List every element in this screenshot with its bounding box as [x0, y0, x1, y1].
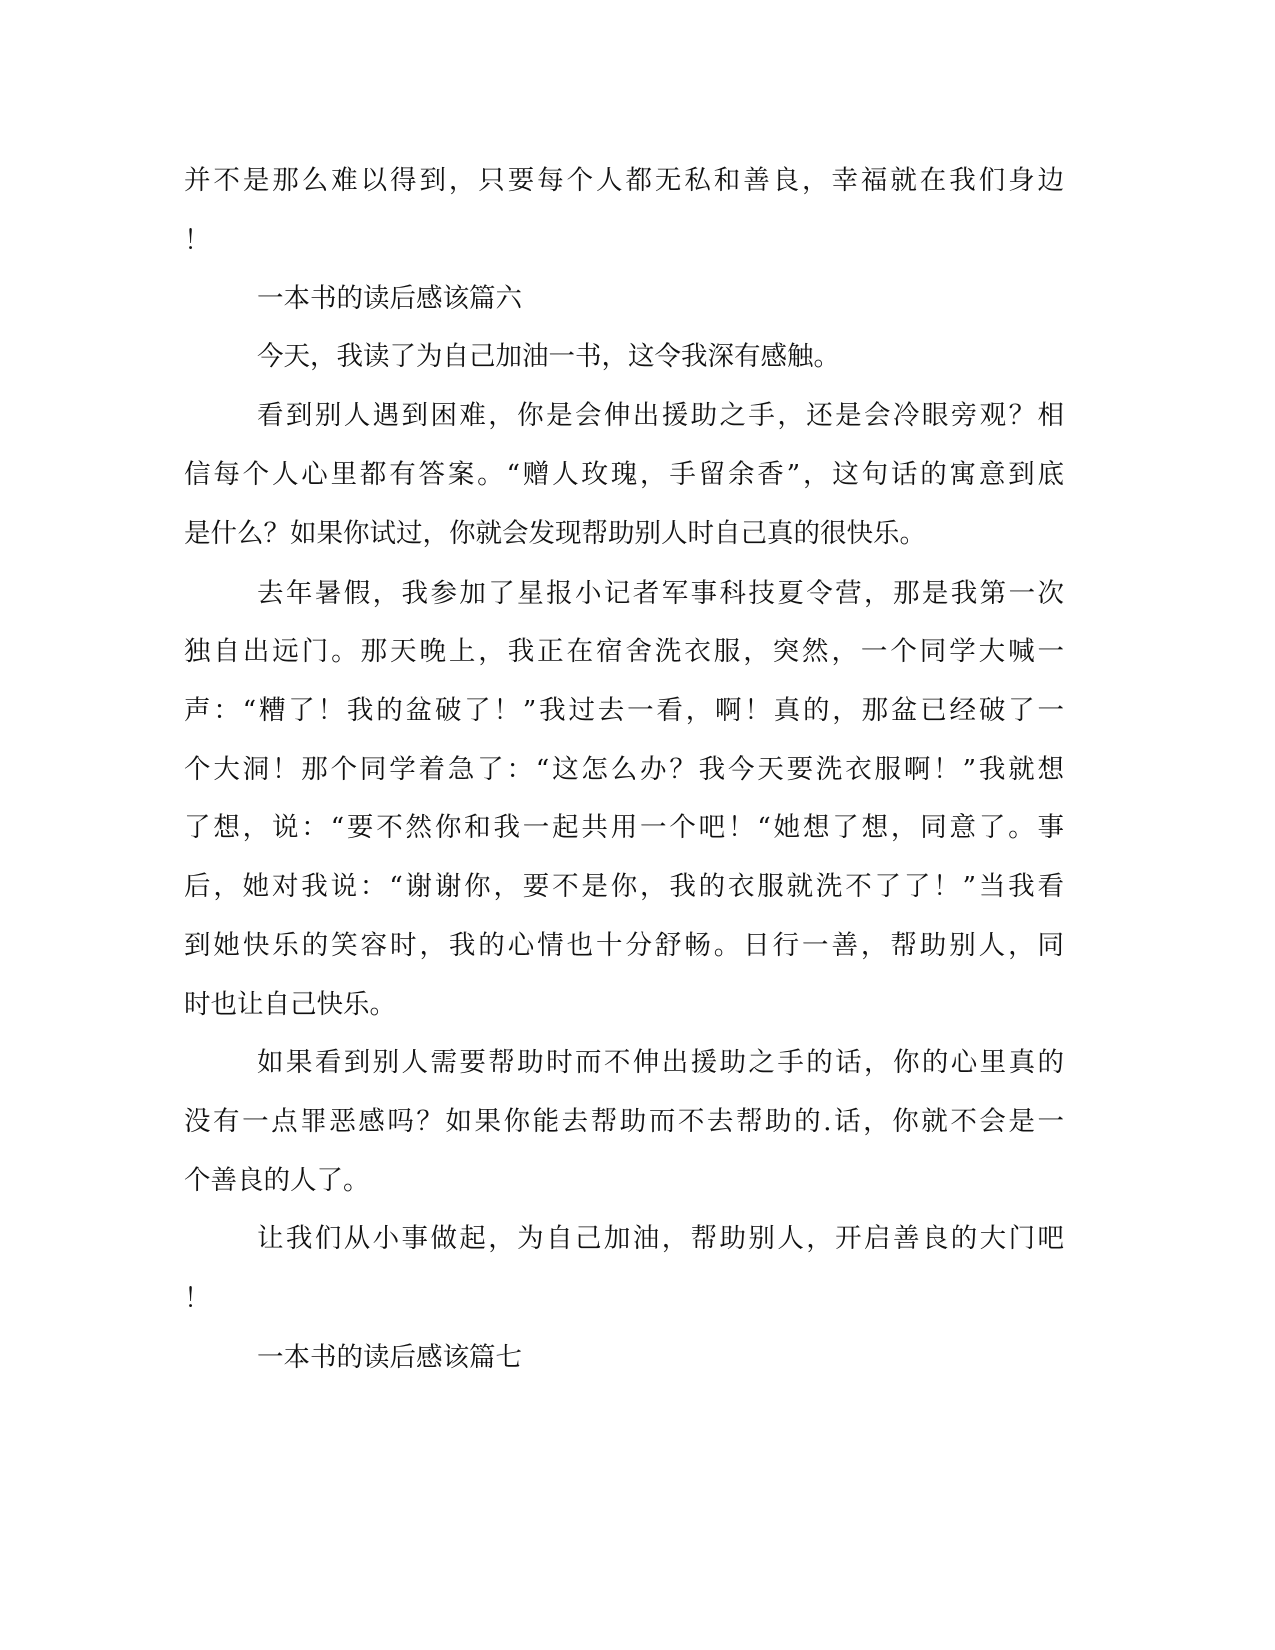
- text-line: ！: [184, 225, 211, 256]
- text-line: 没有一点罪恶感吗？如果你能去帮助而不去帮助的.话，你就不会是一: [184, 1106, 1064, 1137]
- text-line: 并不是那么难以得到，只要每个人都无私和善良，幸福就在我们身边: [184, 165, 1064, 196]
- text-line: 让我们从小事做起，为自己加油，帮助别人，开启善良的大门吧: [257, 1223, 1064, 1254]
- text-line: 去年暑假，我参加了星报小记者军事科技夏令营，那是我第一次: [257, 578, 1064, 609]
- text-line: 个大洞！那个同学着急了：“这怎么办？我今天要洗衣服啊！”我就想: [184, 754, 1064, 785]
- section-heading: 一本书的读后感该篇六: [257, 283, 522, 314]
- text-line: 了想，说：“要不然你和我一起共用一个吧！“她想了想，同意了。事: [184, 812, 1064, 843]
- text-line: 信每个人心里都有答案。“赠人玫瑰，手留余香”，这句话的寓意到底: [184, 459, 1064, 490]
- text-line: ！: [184, 1283, 211, 1314]
- text-line: 看到别人遇到困难，你是会伸出援助之手，还是会冷眼旁观？相: [257, 400, 1064, 431]
- section-heading: 一本书的读后感该篇七: [257, 1342, 522, 1373]
- text-line: 独自出远门。那天晚上，我正在宿舍洗衣服，突然，一个同学大喊一: [184, 636, 1064, 667]
- text-line: 是什么？如果你试过，你就会发现帮助别人时自己真的很快乐。: [184, 518, 926, 549]
- text-line: 声：“糟了！我的盆破了！”我过去一看，啊！真的，那盆已经破了一: [184, 695, 1064, 726]
- text-line: 今天，我读了为自己加油一书，这令我深有感触。: [257, 341, 840, 372]
- text-line: 到她快乐的笑容时，我的心情也十分舒畅。日行一善，帮助别人，同: [184, 930, 1064, 961]
- text-line: 个善良的人了。: [184, 1165, 370, 1196]
- text-line: 时也让自己快乐。: [184, 989, 396, 1020]
- text-line: 后，她对我说：“谢谢你，要不是你，我的衣服就洗不了了！”当我看: [184, 871, 1064, 902]
- text-line: 如果看到别人需要帮助时而不伸出援助之手的话，你的心里真的: [257, 1047, 1064, 1078]
